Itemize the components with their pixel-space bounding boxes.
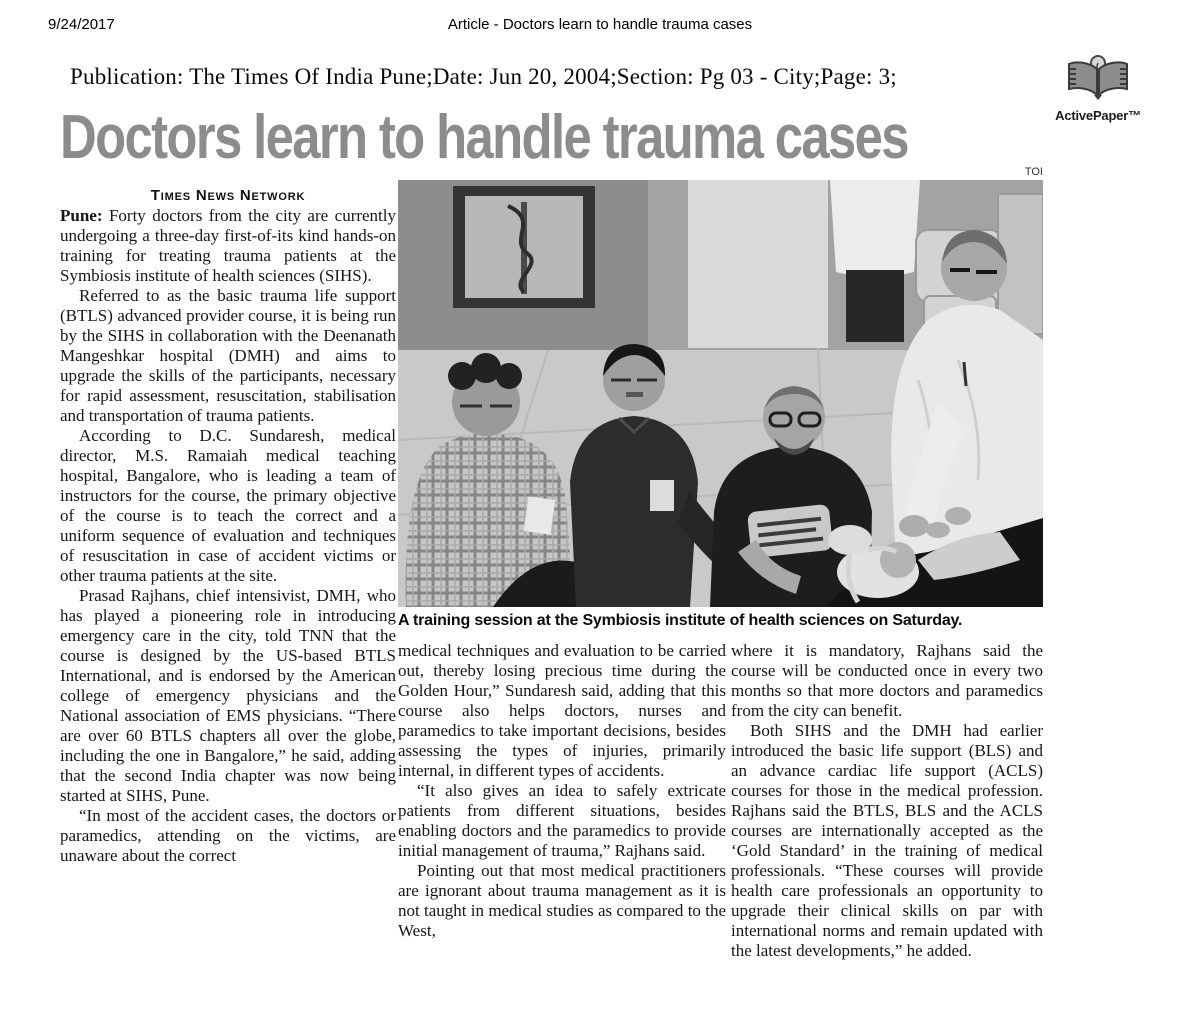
paragraph: Prasad Rajhans, chief intensivist, DMH, who has played a pioneering role in introducing emergency care in the city, told TNN that the course is designed by the US-based BTLS International, and is endorsed by the American college of emergency physicians and the National association of EMS physicians. “There are over 60 BTLS chapters all over the globe, including the one in Bangalore,” he said, adding that the second India chapter was now being started at SIHS, Pune. [60,586,396,805]
photo-credit: TOI [1024,166,1043,178]
print-header-date: 9/24/2017 [48,16,115,33]
article-column-1 [60,206,396,866]
activepaper-logo [1046,54,1150,123]
paragraph-text: Forty doctors from the city are currently undergoing a three-day first-of-its kind hands-on training for treating trauma patients at the Symbiosis institute of health sciences (SIHS). [60,206,397,285]
article-column-2 [398,641,726,941]
paragraph: According to D.C. Sundaresh, medical director, M.S. Ramaiah medical teaching hospital, Bangalore, who is leading a team of instructors for the course, the primary objective of the course is to teach the correct and a uniform sequence of evaluation and techniques of resuscitation in case of accident victims or other trauma patients at the site. [60,426,396,585]
publication-meta-line: Publication: The Times Of India Pune;Date: Jun 20, 2004;Section: Pg 03 - City;Page: 3; [70,64,897,89]
paragraph: “It also gives an idea to safely extricate patients from different situations, besides enabling doctors and the paramedics to provide initial management of trauma,” Rajhans said. [398,781,726,860]
paragraph: Both SIHS and the DMH had earlier introduced the basic life support (BLS) and an advance cardiac life support (ACLS) courses for those in the medical profession. Rajhans said the BTLS, BLS and the ACLS courses are internationally accepted as the ‘Gold Standard’ in the training of medical professionals. “These courses will provide health care professionals an opportunity to upgrade their clinical skills on par with international norms and remain updated with the latest developments,” he added. [731,721,1043,960]
dateline: Pune: [60,206,103,225]
training-session-photo [398,180,1043,607]
open-book-icon [1065,54,1131,102]
article-byline: Times News Network [150,187,306,204]
paragraph [60,206,396,286]
wall-picture-frame [453,186,595,308]
article-photo [398,180,1043,607]
paragraph: Pointing out that most medical practitioners are ignorant about trauma management as it is not taught in medical studies as compared to the West, [398,861,726,940]
paragraph: “In most of the accident cases, the doctors or paramedics, attending on the victims, are unaware about the correct [60,806,396,865]
paragraph: medical techniques and evaluation to be carried out, thereby losing precious time during the Golden Hour,” Sundaresh said, adding that this course also helps doctors, nurses and paramedics to take important decisions, besides assessing the types of injuries, primarily internal, in different types of accidents. [398,641,726,780]
print-header-title: Article - Doctors learn to handle trauma cases [447,16,753,33]
activepaper-logo-label: ActivePaper™ [1055,108,1141,123]
paragraph: Referred to as the basic trauma life support (BTLS) advanced provider course, it is being run by the SIHS in collaboration with the Deenanath Mangeshkar hospital (DMH) and aims to upgrade the skills of the participants, necessary for rapid assessment, resuscitation, stabilisation and transportation of trauma patients. [60,286,396,425]
photo-caption: A training session at the Symbiosis institute of health sciences on Saturday. [398,612,963,629]
article-column-3 [731,641,1043,961]
article-headline: Doctors learn to handle trauma cases [60,103,908,172]
paragraph: where it is mandatory, Rajhans said the course will be conducted once in every two months so that more doctors and paramedics from the city can benefit. [731,641,1043,720]
